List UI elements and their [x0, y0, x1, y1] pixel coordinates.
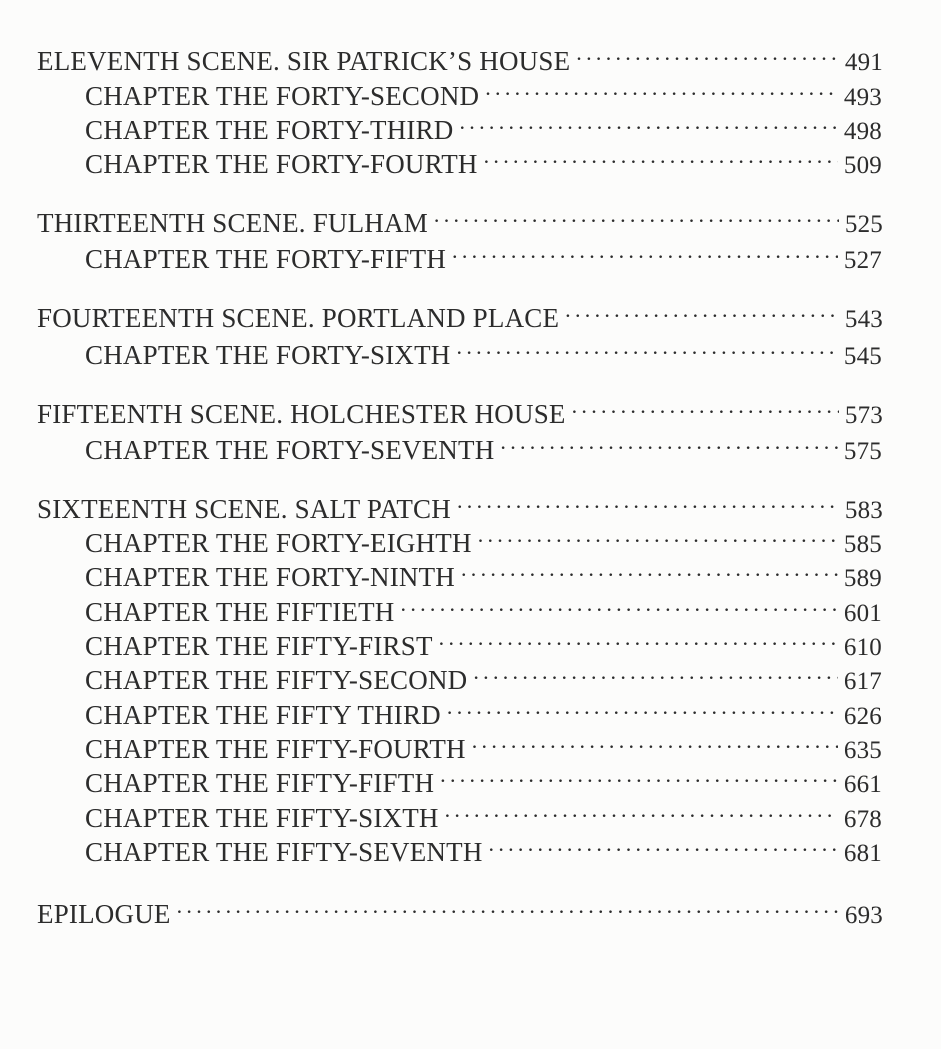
- toc-entry-epilogue: [37, 889, 883, 929]
- dot-leader: [576, 36, 839, 70]
- toc-entry-title: EPILOGUE: [37, 899, 171, 929]
- toc-entry-page: 678: [843, 806, 882, 833]
- toc-entry-chapter-51: [85, 621, 882, 661]
- toc-entry-title: CHAPTER THE FORTY-SIXTH: [85, 340, 451, 370]
- dot-leader: [445, 793, 838, 827]
- toc-entry-title: ELEVENTH SCENE. SIR PATRICK’S HOUSE: [37, 46, 571, 76]
- toc-entry-fifteenth-scene: [37, 389, 883, 429]
- dot-leader: [447, 690, 838, 724]
- dot-leader: [440, 758, 838, 792]
- toc-entry-title: SIXTEENTH SCENE. SALT PATCH: [37, 494, 451, 524]
- dot-leader: [461, 552, 838, 586]
- toc-entry-title: CHAPTER THE FORTY-EIGHTH: [85, 528, 472, 558]
- toc-entry-page: 493: [843, 84, 882, 111]
- toc-entry-title: CHAPTER THE FIFTY-FIFTH: [85, 768, 435, 798]
- toc-entry-page: 635: [843, 737, 882, 764]
- toc-entry-page: 601: [843, 600, 882, 627]
- dot-leader: [452, 234, 838, 268]
- toc-entry-page: 543: [844, 306, 883, 333]
- toc-entry-title: CHAPTER THE FIFTY-FIRST: [85, 631, 433, 661]
- toc-entry-chapter-56: [85, 793, 882, 833]
- toc-entry-chapter-45: [85, 234, 882, 274]
- toc-entry-page: 693: [844, 902, 883, 929]
- dot-leader: [472, 724, 838, 758]
- dot-leader: [439, 621, 838, 655]
- toc-entry-title: CHAPTER THE FORTY-FIFTH: [85, 244, 447, 274]
- toc-entry-sixteenth-scene: [37, 484, 883, 524]
- dot-leader: [457, 330, 838, 364]
- dot-leader: [500, 425, 837, 459]
- dot-leader: [473, 655, 838, 689]
- dot-leader: [485, 71, 838, 105]
- toc-entry-chapter-49: [85, 552, 882, 592]
- toc-entry-page: 583: [844, 497, 883, 524]
- toc-entry-chapter-42: [85, 71, 882, 111]
- toc-entry-title: CHAPTER THE FORTY-THIRD: [85, 115, 454, 145]
- toc-entry-title: CHAPTER THE FORTY-FOURTH: [85, 149, 478, 179]
- toc-entry-page: 575: [843, 438, 882, 465]
- toc-entry-title: CHAPTER THE FIFTY-SEVENTH: [85, 837, 483, 867]
- toc-entry-page: 681: [843, 840, 882, 867]
- toc-entry-chapter-44: [85, 139, 882, 179]
- toc-entry-page: 626: [843, 703, 882, 730]
- toc-entry-chapter-57: [85, 827, 882, 867]
- dot-leader: [457, 484, 839, 518]
- toc-entry-chapter-46: [85, 330, 882, 370]
- toc-entry-chapter-43: [85, 105, 882, 145]
- toc-entry-chapter-50: [85, 587, 882, 627]
- dot-leader: [460, 105, 838, 139]
- toc-entry-title: FIFTEENTH SCENE. HOLCHESTER HOUSE: [37, 399, 566, 429]
- toc-entry-page: 525: [844, 211, 883, 238]
- toc-entry-chapter-55: [85, 758, 882, 798]
- toc-entry-page: 498: [843, 118, 882, 145]
- toc-entry-title: CHAPTER THE FIFTY-FOURTH: [85, 734, 466, 764]
- toc-entry-title: CHAPTER THE FIFTIETH: [85, 597, 395, 627]
- toc-entry-chapter-47: [85, 425, 882, 465]
- toc-entry-eleventh-scene: [37, 36, 883, 76]
- toc-entry-fourteenth-scene: [37, 293, 883, 333]
- toc-entry-title: CHAPTER THE FIFTY-SIXTH: [85, 803, 439, 833]
- toc-entry-page: 589: [843, 565, 882, 592]
- toc-entry-chapter-52: [85, 655, 882, 695]
- toc-entry-title: CHAPTER THE FIFTY-SECOND: [85, 665, 468, 695]
- toc-entry-chapter-54: [85, 724, 882, 764]
- toc-entry-title: CHAPTER THE FIFTY THIRD: [85, 700, 441, 730]
- dot-leader: [478, 518, 838, 552]
- toc-entry-chapter-48: [85, 518, 882, 558]
- dot-leader: [565, 293, 839, 327]
- toc-entry-page: 545: [843, 343, 882, 370]
- toc-entry-page: 661: [843, 771, 882, 798]
- toc-entry-title: THIRTEENTH SCENE. FULHAM: [37, 208, 428, 238]
- dot-leader: [484, 139, 838, 173]
- toc-entry-title: FOURTEENTH SCENE. PORTLAND PLACE: [37, 303, 560, 333]
- toc-entry-page: 610: [843, 634, 882, 661]
- dot-leader: [434, 198, 839, 232]
- toc-entry-page: 491: [844, 49, 883, 76]
- toc-entry-page: 585: [843, 531, 882, 558]
- dot-leader: [489, 827, 838, 861]
- toc-entry-page: 573: [844, 402, 883, 429]
- toc-entry-page: 509: [843, 152, 882, 179]
- toc-entry-thirteenth-scene: [37, 198, 883, 238]
- toc-entry-title: CHAPTER THE FORTY-NINTH: [85, 562, 455, 592]
- dot-leader: [177, 889, 839, 923]
- toc-entry-title: CHAPTER THE FORTY-SEVENTH: [85, 435, 495, 465]
- toc-entry-page: 617: [843, 668, 882, 695]
- dot-leader: [572, 389, 839, 423]
- toc-entry-title: CHAPTER THE FORTY-SECOND: [85, 81, 480, 111]
- dot-leader: [401, 587, 838, 621]
- toc-entry-chapter-53: [85, 690, 882, 730]
- toc-entry-page: 527: [843, 247, 882, 274]
